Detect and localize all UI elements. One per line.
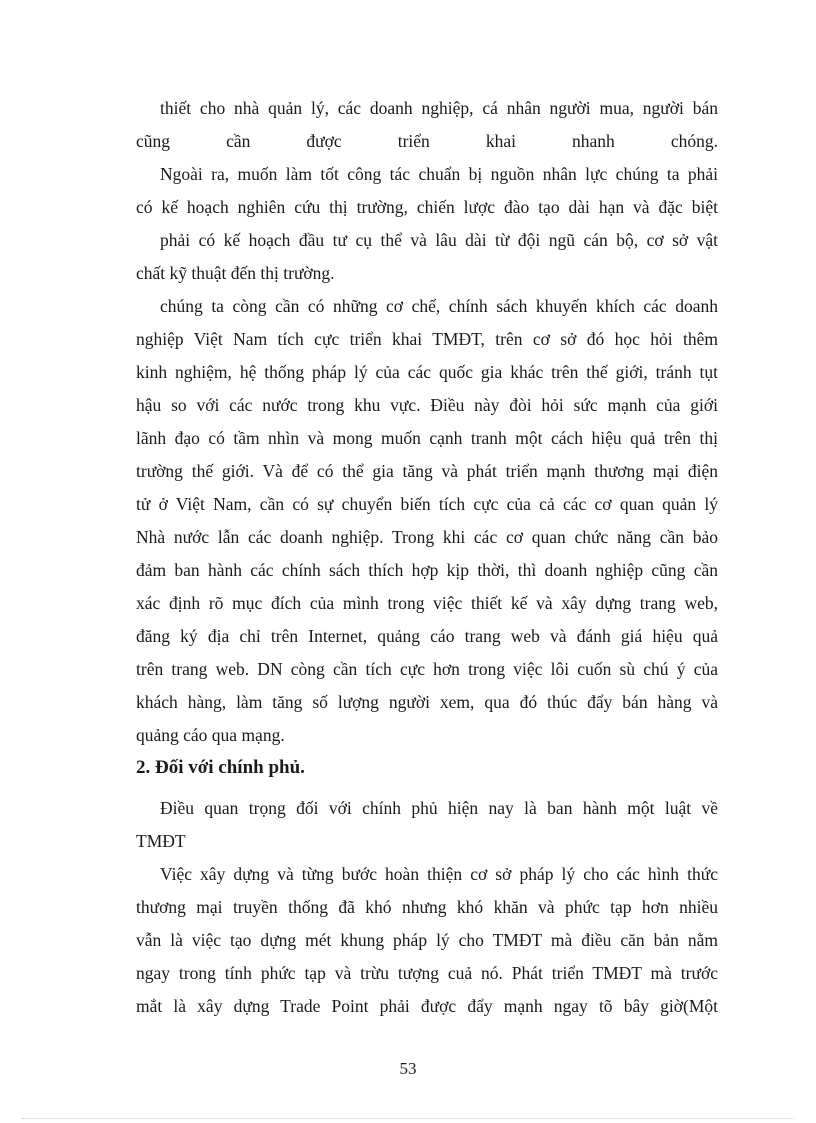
text-line: thiết cho nhà quản lý, các doanh nghiệp, cá nhân người mua, người bán — [160, 98, 718, 118]
text-line: chúng ta còng cần có những cơ chế, chính sách khuyến khích các doanh — [160, 296, 718, 316]
text-line: kinh nghiệm, hệ thống pháp lý của các quốc gia khác trên thế giới, tránh tụt — [136, 362, 718, 382]
text-line: khách hàng, làm tăng số lượng người xem, qua đó thúc đẩy bán hàng và — [136, 692, 718, 712]
text-line: cũng cần được triển khai nhanh chóng. — [136, 131, 718, 151]
text-line: trên trang web. DN còng cần tích cực hơn trong việc lôi cuốn sù chú ý của — [136, 659, 718, 679]
text-line: tử ở Việt Nam, cần có sự chuyển biến tích cực của cả các cơ quan quản lý — [136, 494, 718, 514]
text-line: Điều quan trọng đối với chính phủ hiện nay là ban hành một luật về — [160, 798, 718, 818]
page-number: 53 — [399, 1059, 417, 1078]
text-line: quảng cáo qua mạng. — [136, 725, 285, 745]
text-line: TMĐT — [136, 831, 186, 851]
text-line: xác định rõ mục đích của mình trong việc thiết kế và xây dựng trang web, — [136, 593, 718, 613]
text-line: mắt là xây dựng Trade Point phải được đẩy mạnh ngay tõ bây giờ(Một — [136, 996, 718, 1016]
text-line: đảm ban hành các chính sách thích hợp kịp thời, thì doanh nghiệp cũng cần — [136, 560, 718, 580]
text-line: trường thế giới. Và để có thể gia tăng và phát triển mạnh thương mại điện — [136, 461, 718, 481]
text-line: nghiệp Việt Nam tích cực triển khai TMĐT, trên cơ sở đó học hỏi thêm — [136, 329, 718, 349]
page-bottom-rule — [22, 1118, 794, 1119]
text-line: thương mại truyền thống đã khó nhưng khó khăn và phức tạp hơn nhiều — [136, 897, 718, 917]
text-line: lãnh đạo có tầm nhìn và mong muốn cạnh tranh một cách hiệu quả trên thị — [136, 428, 718, 448]
text-line: vẫn là việc tạo dựng mét khung pháp lý cho TMĐT mà điều căn bản nằm — [136, 930, 718, 950]
text-line: Việc xây dựng và từng bước hoàn thiện cơ sở pháp lý cho các hình thức — [160, 864, 718, 884]
section-heading: 2. Đối với chính phủ. — [136, 757, 305, 778]
text-line: Ngoài ra, muốn làm tốt công tác chuẩn bị nguồn nhân lực chúng ta phải — [160, 164, 718, 184]
text-line: Nhà nước lẫn các doanh nghiệp. Trong khi các cơ quan chức năng cần bảo — [136, 527, 718, 547]
text-line: đăng ký địa chỉ trên Internet, quảng cáo trang web và đánh giá hiệu quả — [136, 626, 718, 646]
text-line: hậu so với các nước trong khu vực. Điều này đòi hỏi sức mạnh của giới — [136, 395, 718, 415]
text-line: phải có kế hoạch đầu tư cụ thể và lâu dài từ đội ngũ cán bộ, cơ sở vật — [160, 230, 718, 250]
text-line: ngay trong tính phức tạp và trừu tượng cuả nó. Phát triển TMĐT mà trước — [136, 963, 718, 983]
text-line: chất kỹ thuật đến thị trường. — [136, 263, 335, 283]
text-line: có kế hoạch nghiên cứu thị trường, chiến lược đào tạo dài hạn và đặc biệt — [136, 197, 718, 217]
